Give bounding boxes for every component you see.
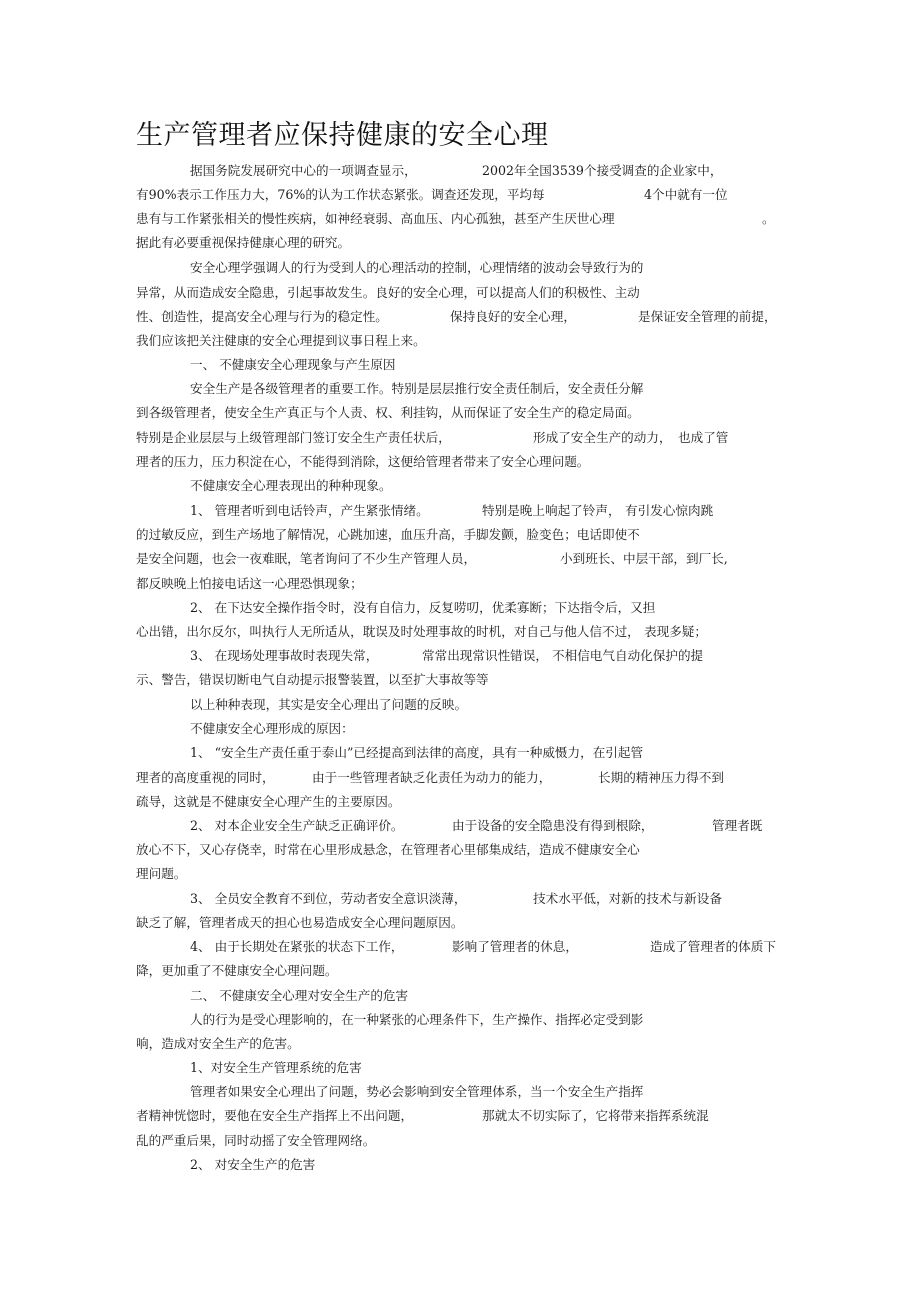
text-line: 理者的高度重视的同时， (136, 770, 275, 785)
text-line: 1、 “安全生产责任重于泰山”已经提高到法律的高度，具有一种威慑力，在引起管 (190, 745, 644, 760)
text-line: 管理者既 (712, 818, 763, 833)
text-line: 都反映晚上怕接电话这一心理恐惧现象； (136, 576, 363, 591)
text-line: 理者的压力，压力积淀在心，不能得到消除，这便给管理者带来了安全心理问题。 (136, 454, 590, 469)
text-line: 安全生产是各级管理者的重要工作。特别是层层推行安全责任制后，安全责任分解 (190, 381, 644, 396)
text-line: 4、 由于长期处在紧张的状态下工作， (190, 939, 404, 954)
text-line: 不健康安全心理形成的原因： (190, 721, 354, 736)
text-line: 缺乏了解，管理者成天的担心也易造成安全心理问题原因。 (136, 915, 464, 930)
text-line: 2、 对安全生产的危害 (190, 1157, 316, 1172)
text-line: 小到班长、中层干部，到厂长, (560, 551, 728, 566)
text-line: 3、 全员安全教育不到位，劳动者安全意识淡薄， (190, 891, 467, 906)
text-line: 人的行为是受心理影响的，在一种紧张的心理条件下，生产操作、指挥必定受到影 (190, 1012, 644, 1027)
text-line: 由于设备的安全隐患没有得到根除， (452, 818, 654, 833)
text-line: 心出错，出尔反尔，叫执行人无所适从，耽误及时处理事故的时机，对自己与他人信不过， (136, 624, 640, 639)
text-line: 也成了管 (678, 430, 729, 445)
text-line: 放心不下，又心存侥幸，时常在心里形成悬念，在管理者心里郁集成结，造成不健康安全心 (136, 842, 640, 857)
text-line: 3、 在现场处理事故时表现失常， (190, 648, 379, 663)
text-line: 技术水平低，对新的技术与新设备 (533, 891, 722, 906)
text-line: 。 (762, 211, 775, 226)
text-line: 到各级管理者，使安全生产真正与个人责、权、利挂钩，从而保证了安全生产的稳定局面。 (136, 405, 640, 420)
text-line: 特别是企业层层与上级管理部门签订安全生产责任状后， (136, 430, 451, 445)
text-line: 不相信电气自动化保护的提 (552, 648, 704, 663)
text-line: 4个中就有一位 (644, 187, 728, 202)
text-line: 2002年全国3539个接受调查的企业家中， (482, 163, 723, 178)
text-line: 患有与工作紧张相关的慢性疾病，如神经衰弱、高血压、内心孤独，甚至产生厌世心理 (136, 211, 615, 226)
text-line: 2、 在下达安全操作指令时，没有自信力，反复唠叨，优柔寡断；下达指令后，又担 (190, 600, 656, 615)
text-line: 二、 不健康安全心理对安全生产的危害 (190, 988, 409, 1003)
text-line: 1、 管理者听到电话铃声，产生紧张情绪。 (190, 503, 429, 518)
text-line: 特别是晚上响起了铃声， (482, 503, 621, 518)
text-line: 1、对安全生产管理系统的危害 (190, 1060, 362, 1075)
text-line: 一、 不健康安全心理现象与产生原因 (190, 357, 396, 372)
text-line: 据国务院发展研究中心的一项调查显示， (190, 163, 417, 178)
text-line: 者精神恍惚时，要他在安全生产指挥上不出问题， (136, 1108, 414, 1123)
text-line: 管理者如果安全心理出了问题，势必会影响到安全管理体系，当一个安全生产指挥 (190, 1084, 644, 1099)
text-line: 我们应该把关注健康的安全心理提到议事日程上来。 (136, 333, 426, 348)
text-line: 性、创造性，提高安全心理与行为的稳定性。 (136, 309, 388, 324)
text-line: 那就太不切实际了，它将带来指挥系统混 (482, 1108, 709, 1123)
text-line: 造成了管理者的体质下 (650, 939, 776, 954)
text-line: 有引发心惊肉跳 (625, 503, 714, 518)
text-line: 不健康安全心理表现出的种种现象。 (190, 478, 392, 493)
text-line: 保持良好的安全心理， (450, 309, 576, 324)
text-line: 异常，从而造成安全隐患，引起事故发生。良好的安全心理，可以提高人们的积极性、主动 (136, 285, 640, 300)
text-line: 2、 对本企业安全生产缺乏正确评价。 (190, 818, 404, 833)
text-line: 常常出现常识性错误， (422, 648, 548, 663)
text-line: 有90%表示工作压力大，76%的认为工作状态紧张。调查还发现，平均每 (136, 187, 545, 202)
text-line: 示、警告，错误切断电气自动提示报警装置，以至扩大事故等等 (136, 672, 489, 687)
text-line: 形成了安全生产的动力， (533, 430, 672, 445)
text-line: 疏导，这就是不健康安全心理产生的主要原因。 (136, 794, 401, 809)
text-line: 的过敏反应，到生产场地了解情况，心跳加速，血压升高，手脚发颤，脸变色；电话即使不 (136, 527, 640, 542)
text-line: 据此有必要重视保持健康心理的研究。 (136, 235, 351, 250)
text-line: 长期的精神压力得不到 (598, 770, 724, 785)
text-line: 是保证安全管理的前提， (638, 309, 777, 324)
text-line: 表现多疑； (644, 624, 707, 639)
text-line: 降，更加重了不健康安全心理问题。 (136, 963, 338, 978)
text-line: 以上种种表现，其实是安全心理出了问题的反映。 (190, 697, 468, 712)
text-line: 理问题。 (136, 866, 187, 881)
text-line: 乱的严重后果，同时动摇了安全管理网络。 (136, 1133, 376, 1148)
page-title: 生产管理者应保持健康的安全心理 (136, 120, 549, 151)
text-line: 是安全问题，也会一夜难眠，笔者询问了不少生产管理人员， (136, 551, 477, 566)
text-line: 由于一些管理者缺乏化责任为动力的能力， (312, 770, 552, 785)
text-line: 响，造成对安全生产的危害。 (136, 1036, 300, 1051)
text-line: 安全心理学强调人的行为受到人的心理活动的控制，心理情绪的波动会导致行为的 (190, 260, 644, 275)
text-line: 影响了管理者的休息， (452, 939, 578, 954)
